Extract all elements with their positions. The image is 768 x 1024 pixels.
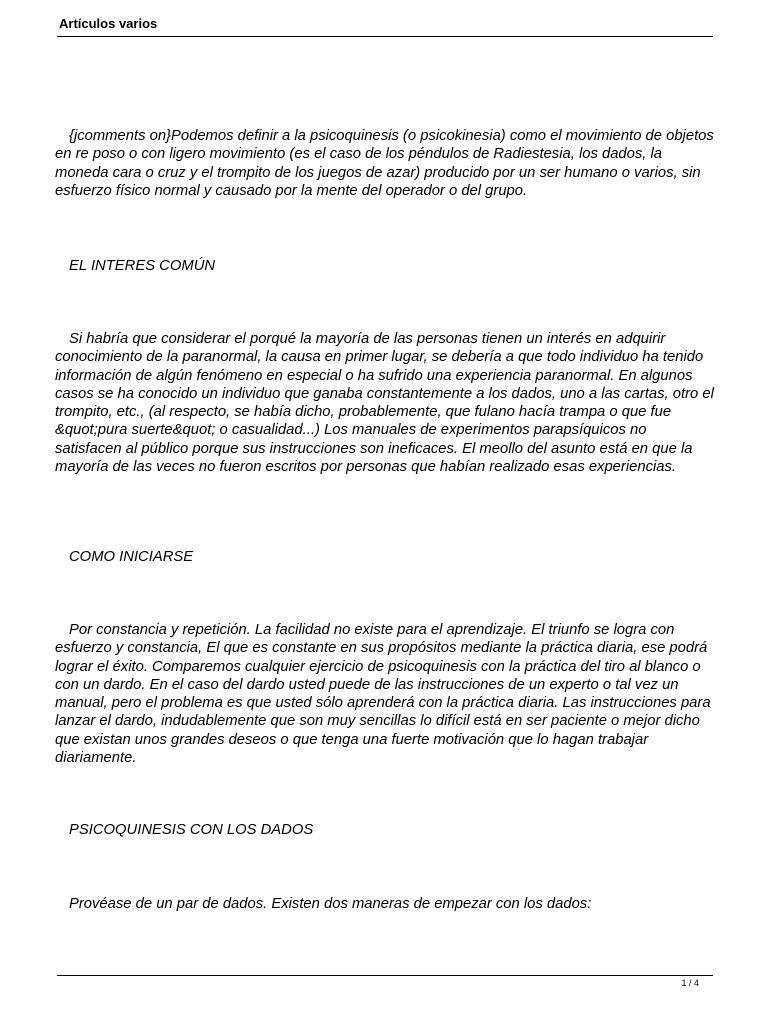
paragraph-dados: Provéase de un par de dados. Existen dos maneras de empezar con los dados: bbox=[69, 896, 592, 912]
section-heading-como-iniciarse: COMO INICIARSE bbox=[69, 549, 194, 565]
paragraph-como-iniciarse: Por constancia y repetición. La facilidad no existe para el aprendizaje. El triunfo se logra con esfuerzo y constancia, El que es constante en sus propósitos mediante la práctica diaria, ese podrá lograr el éxito. Comparemos cualquier ejercicio de psicoquinesis con la práctica del tiro al blanco o con un dardo. En el caso del dardo usted puede de las instrucciones de un experto o tal vez un manual, pero el problema es que usted sólo aprenderá con la práctica diaria. Las instrucciones para lanzar el dardo, indudablemente que son muy sencillas lo difícil está en ser paciente o mejor dicho que existan unos grandes deseos o que tenga una fuerte motivación que lo hagan trabajar diariamente. bbox=[55, 622, 711, 767]
page-number: 1 / 4 bbox=[681, 978, 699, 988]
paragraph-intro: {jcomments on}Podemos definir a la psicoquinesis (o psicokinesia) como el movimiento de objetos en re poso o con ligero movimiento (es el caso de los péndulos de Radiestesia, los dados, la moneda cara o cruz y el trompito de los juegos de azar) producido por un ser humano o varios, sin esfuerzo físico normal y causado por la mente del operador o del grupo. bbox=[55, 128, 714, 199]
section-heading-dados: PSICOQUINESIS CON LOS DADOS bbox=[69, 822, 314, 838]
page-footer bbox=[57, 975, 713, 988]
paragraph-interes-comun: Si habría que considerar el porqué la mayoría de las personas tienen un interés en adquirir conocimiento de la paranormal, la causa en primer lugar, se debería a que todo individuo ha tenido información de algún fenómeno en especial o ha sufrido una experiencia paranormal. En algunos casos se ha conocido un individuo que ganaba constantemente a los dados, uno a las cartas, otro el trompito, etc., (al respecto, se había dicho, probablemente, que fulano hacía trampa o que fue &quot;pura suerte&quot; o casualidad...) Los manuales de experimentos parapsíquicos no satisfacen al público porque sus instrucciones son ineficaces. El meollo del asunto está en que la mayoría de las veces no fueron escritos por personas que habían realizado esas experiencias. bbox=[55, 331, 714, 476]
page-header bbox=[57, 14, 713, 37]
header-title: Artículos varios bbox=[59, 16, 158, 31]
section-heading-interes-comun: EL INTERES COMÚN bbox=[69, 258, 216, 274]
